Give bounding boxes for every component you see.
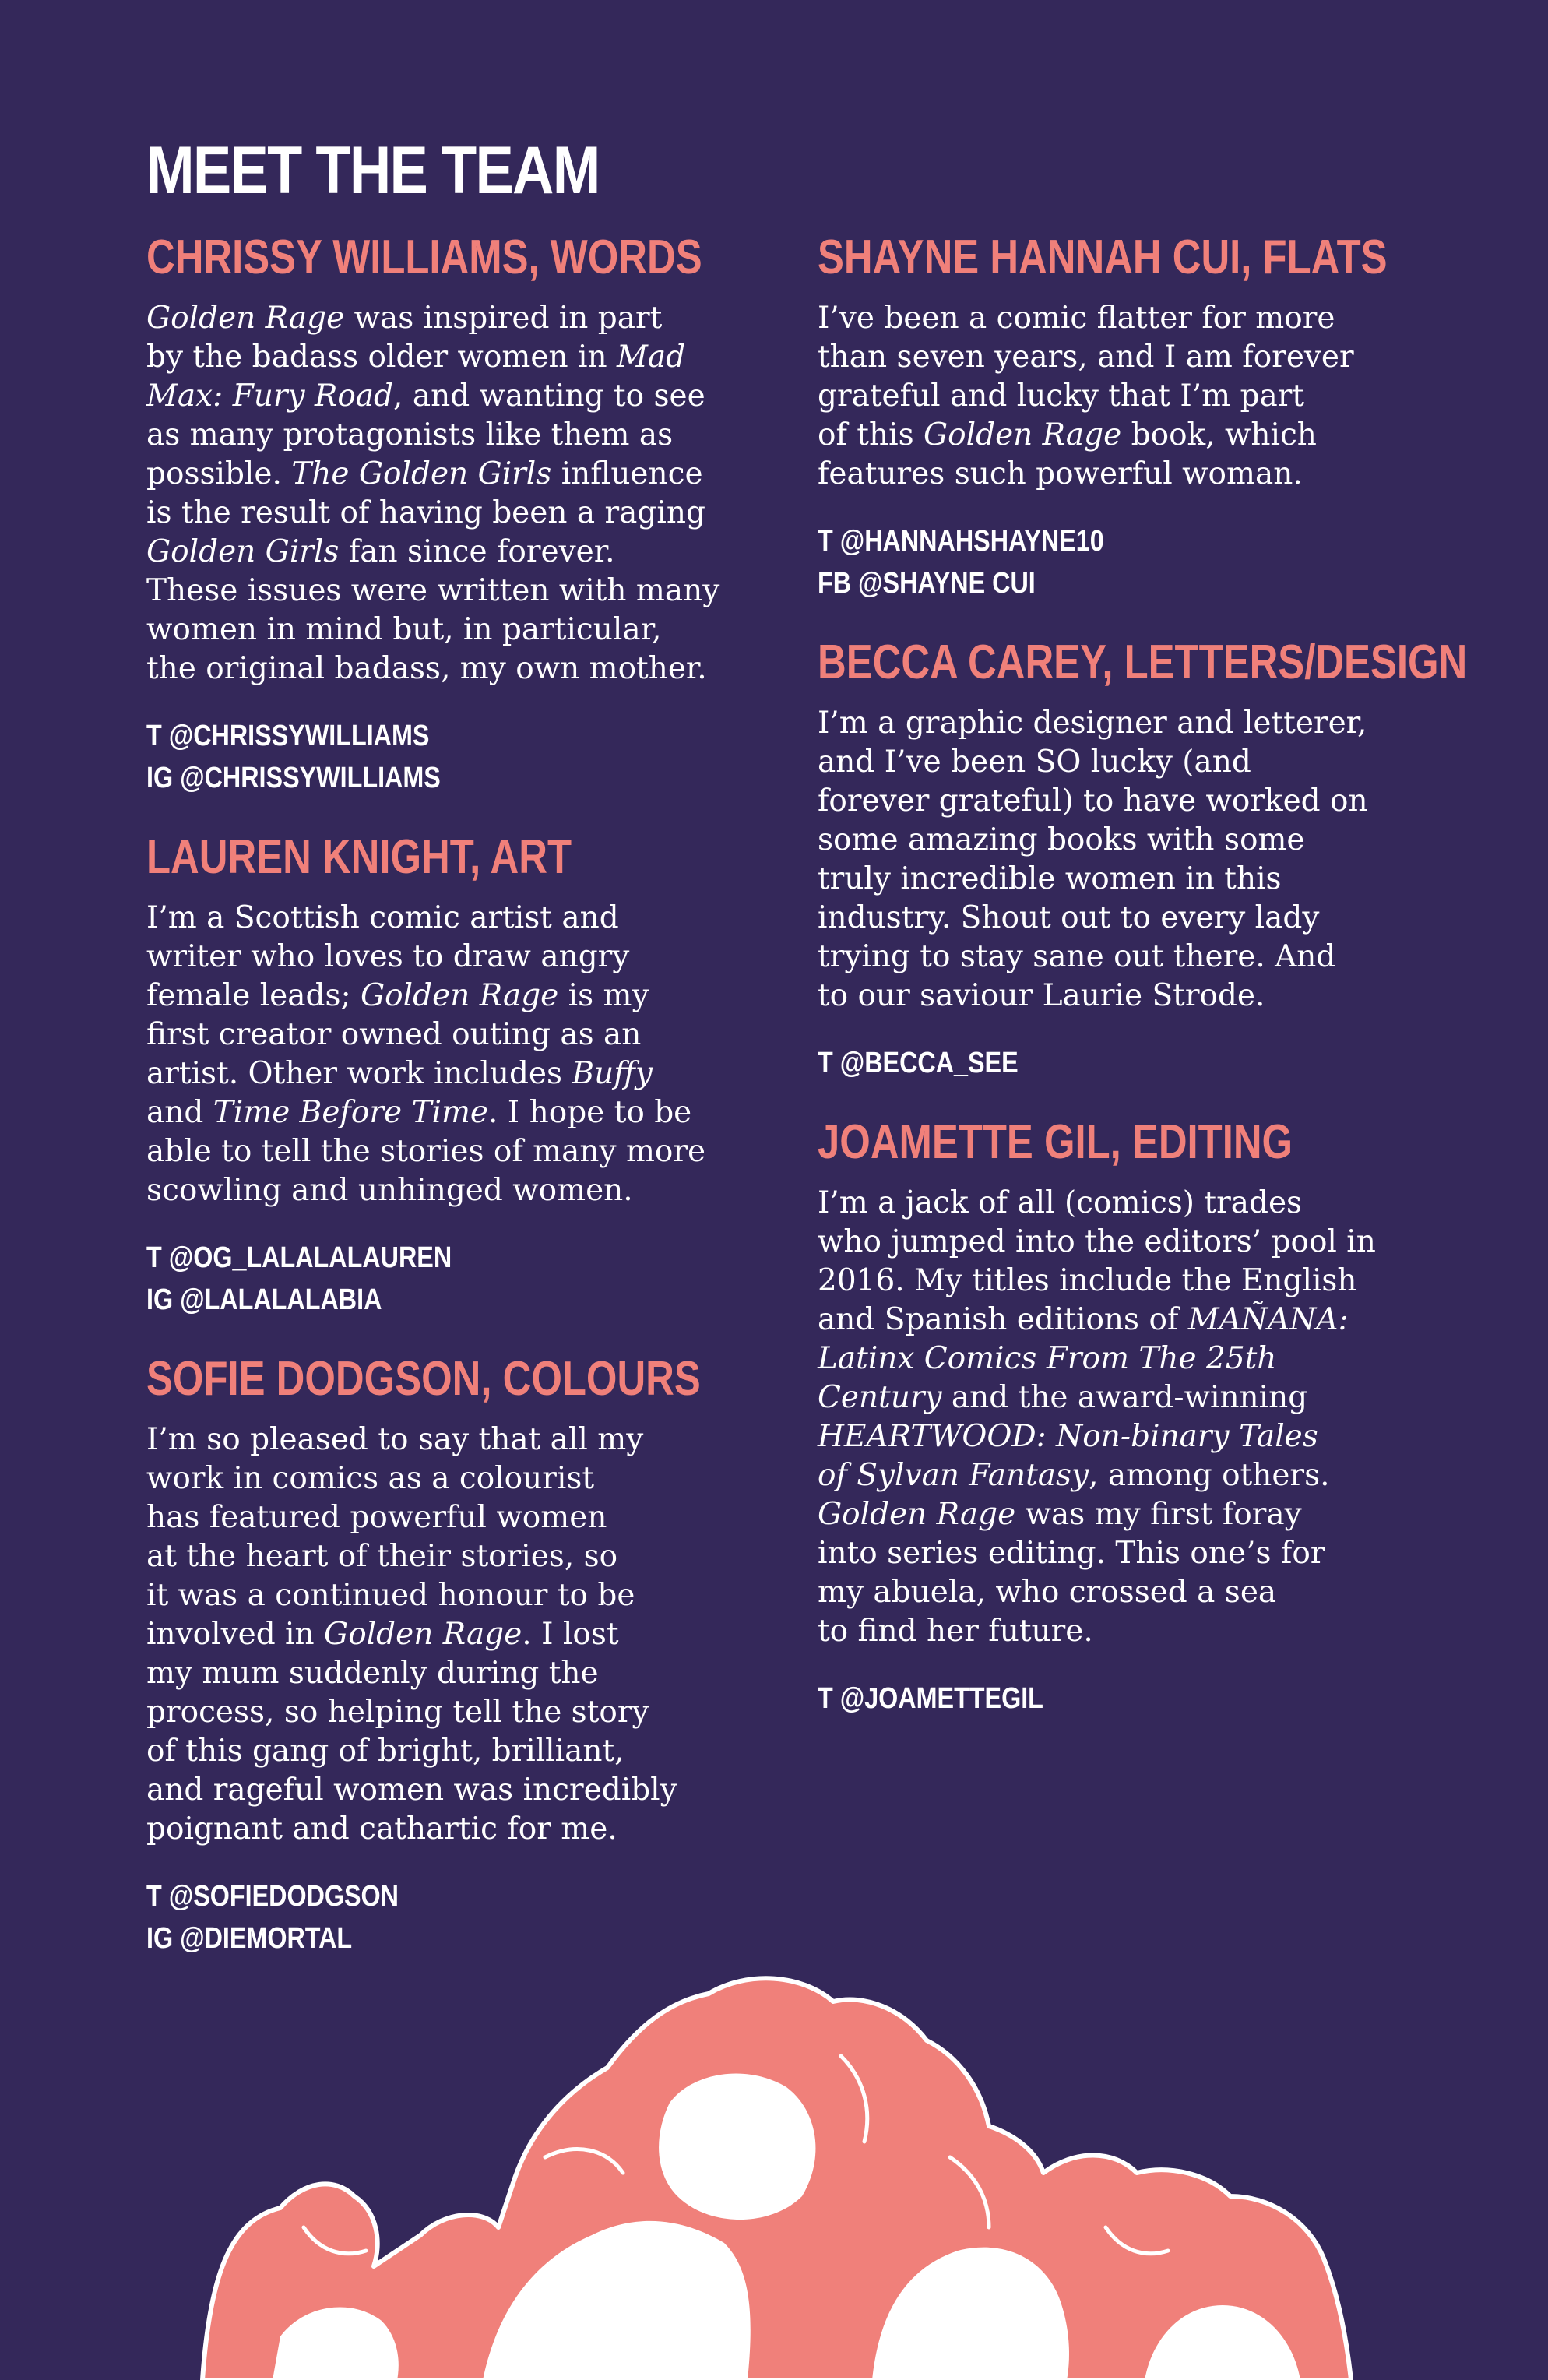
italic-title: Golden Girls	[146, 534, 340, 569]
social-handles	[146, 1237, 769, 1321]
member-bio: Golden Rage was inspired in part by the badass older women in Mad Max: Fury Road, and wanting to see as many protagonists like them as possible. The Golden Girls influence is the result of having been a raging Golden Girls fan since forever. These issues were written with many women in mind but, in particular, the original badass, my own mother.	[146, 301, 720, 686]
member-sofie-dodgson	[146, 1352, 769, 1959]
italic-title: The Golden Girls	[291, 456, 552, 491]
twitter-handle: T @JOAMETTEGIL	[818, 1682, 1043, 1715]
group-hug-illustration	[187, 1900, 1355, 2380]
italic-title: Golden Rage	[324, 1617, 522, 1652]
left-column	[146, 231, 769, 1994]
facebook-handle: FB @SHAYNE CUI	[818, 567, 1036, 600]
italic-title: Buffy	[572, 1056, 653, 1091]
italic-title: Golden Rage	[146, 301, 345, 336]
member-bio: I’m a Scottish comic artist and writer who loves to draw angry female leads; Golden Rage is my first creator owned outing as an artist. Other work includes Buffy and Time Before Time. I hope to be able to tell the stories of many more scowling and unhinged women.	[146, 900, 706, 1208]
italic-title: Golden Rage	[818, 1497, 1016, 1532]
italic-title: Time Before Time	[213, 1095, 489, 1130]
social-handles	[818, 1678, 1441, 1720]
member-bio: I’ve been a comic flatter for more than seven years, and I am forever grateful and lucky that I’m part of this Golden Rage book, which features such powerful woman.	[818, 301, 1354, 491]
social-handles	[146, 715, 769, 799]
right-column	[818, 231, 1468, 1754]
italic-title: Golden Rage	[361, 978, 559, 1013]
member-name: LAUREN KNIGHT, ART	[146, 830, 572, 884]
twitter-handle: T @SOFIEDODGSON	[146, 1880, 399, 1913]
instagram-handle: IG @LALALALABIA	[146, 1283, 382, 1316]
member-name: JOAMETTE GIL, EDITING	[818, 1115, 1293, 1169]
member-name: SOFIE DODGSON, COLOURS	[146, 1352, 701, 1406]
twitter-handle: T @OG_LALALALAUREN	[146, 1241, 452, 1274]
page-title: MEET THE TEAM	[146, 133, 600, 208]
twitter-handle: T @HANNAHSHAYNE10	[818, 525, 1104, 558]
member-becca-carey	[818, 635, 1468, 1084]
member-lauren-knight	[146, 830, 769, 1321]
instagram-handle: IG @CHRISSYWILLIAMS	[146, 762, 441, 794]
twitter-handle: T @CHRISSYWILLIAMS	[146, 720, 430, 752]
member-chrissy-williams	[146, 231, 769, 799]
member-bio: I’m a graphic designer and letterer, and I’ve been SO lucky (and forever grateful) to have worked on some amazing books with some truly incredible women in this industry. Shout out to every lady trying to stay sane out there. And to our saviour Laurie Strode.	[818, 706, 1368, 1013]
italic-title: Mad Max: Fury Road	[146, 340, 686, 414]
italic-title: HEARTWOOD: Non-binary Tales of Sylvan Fantasy	[818, 1419, 1318, 1493]
member-bio: I’m a jack of all (comics) trades who jumped into the editors’ pool in 2016. My titles include the English and Spanish editions of MAÑANA: Latinx Comics From The 25th Century and the award-winning HEARTWOOD: Non-binary Tales of Sylvan Fantasy, among others. Golden Rage was my first foray into series editing. This one’s for my abuela, who crossed a sea to find her future.	[818, 1185, 1376, 1649]
member-shayne-hannah-cui	[818, 231, 1441, 604]
social-handles	[818, 1042, 1441, 1084]
member-bio: I’m so pleased to say that all my work in comics as a colourist has featured powerful women at the heart of their stories, so it was a continued honour to be involved in Golden Rage. I lost my mum suddenly during the process, so helping tell the story of this gang of bright, brilliant, and rageful women was incredibly poignant and cathartic for me.	[146, 1422, 677, 1847]
member-name: SHAYNE HANNAH CUI, FLATS	[818, 231, 1388, 284]
member-name: CHRISSY WILLIAMS, WORDS	[146, 231, 702, 284]
italic-title: Golden Rage	[924, 417, 1122, 452]
member-joamette-gil	[818, 1115, 1441, 1720]
italic-title: MAÑANA: Latinx Comics From The 25th Century	[818, 1302, 1349, 1415]
twitter-handle: T @BECCA_SEE	[818, 1047, 1019, 1079]
instagram-handle: IG @DIEMORTAL	[146, 1922, 353, 1955]
social-handles	[818, 520, 1441, 604]
member-name: BECCA CAREY, LETTERS/DESIGN	[818, 635, 1468, 689]
